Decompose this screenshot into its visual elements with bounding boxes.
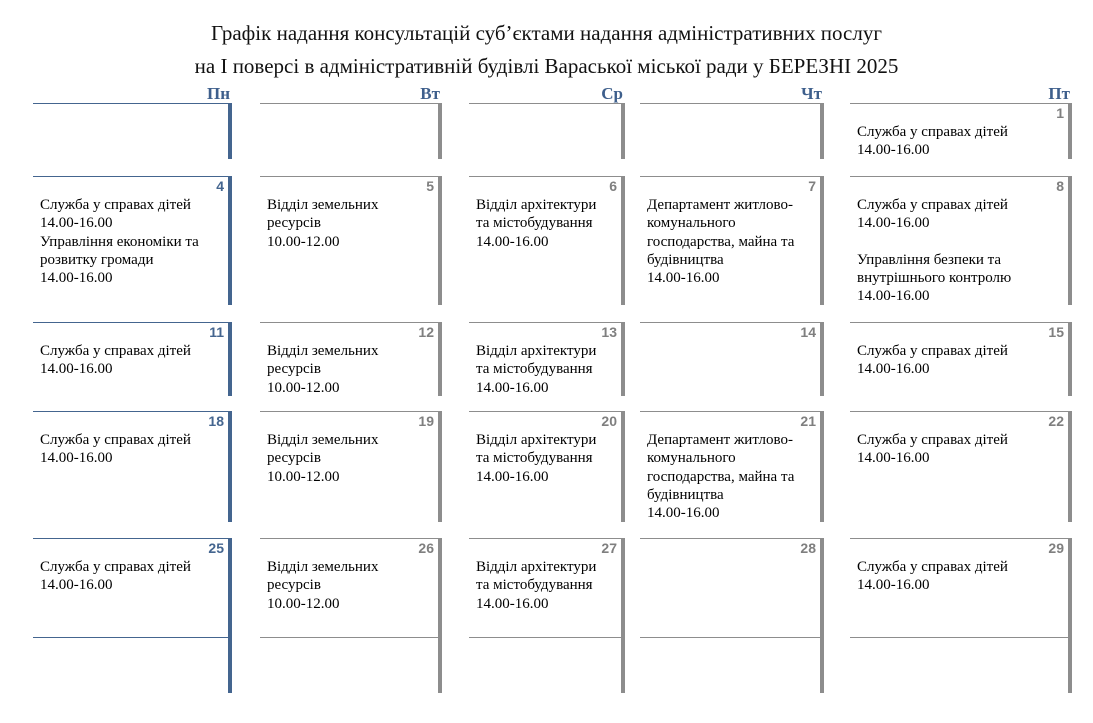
consultation-line: 10.00-12.00: [267, 233, 340, 250]
consultation-text: [476, 196, 615, 251]
calendar-cell: [33, 411, 232, 522]
consultation-line: 14.00-16.00: [476, 379, 549, 396]
consultation-text: [476, 558, 615, 613]
day-number: 7: [808, 178, 816, 194]
consultation-line: 14.00-16.00: [647, 270, 720, 287]
day-number: 8: [1056, 178, 1064, 194]
consultation-line: господарства, майна та: [647, 233, 795, 250]
day-header-wed: Ср: [601, 84, 623, 103]
calendar-cell: [469, 322, 625, 396]
row-divider: [469, 637, 621, 638]
consultation-line: Управління безпеки та: [857, 251, 1002, 268]
calendar-cell: [33, 538, 232, 693]
consultation-line: Служба у справах дітей: [857, 559, 1008, 575]
calendar-cell: [640, 103, 824, 159]
day-number: 13: [601, 324, 617, 340]
consultation-line: комунального: [647, 215, 736, 232]
day-header-mon: Пн: [206, 84, 230, 103]
day-header-thu: Чт: [801, 84, 822, 103]
consultation-text: [857, 196, 1062, 305]
row-divider: [850, 637, 1068, 638]
day-number: 4: [216, 178, 224, 194]
consultation-line: ресурсів: [267, 215, 321, 232]
consultation-text: [647, 196, 814, 287]
calendar-cell: [640, 411, 824, 522]
consultation-text: [647, 431, 814, 522]
consultation-line: 14.00-16.00: [476, 468, 549, 485]
day-number: 27: [601, 540, 617, 556]
calendar-cell: [469, 176, 625, 305]
consultation-line: Управління економіки та: [40, 233, 199, 250]
consultation-line: комунального: [647, 450, 736, 467]
calendar-cell: [33, 103, 232, 159]
row-divider: [260, 637, 438, 638]
consultation-line: Відділ архітектури: [476, 559, 597, 575]
consultation-text: [476, 342, 615, 397]
consultation-line: 14.00-16.00: [857, 577, 930, 594]
calendar-cell: [260, 538, 442, 693]
blank-line: [857, 233, 1062, 251]
consultation-line: Служба у справах дітей: [857, 124, 1008, 140]
consultation-line: Відділ земельних: [267, 432, 379, 448]
consultation-line: 14.00-16.00: [857, 142, 930, 159]
consultation-line: Відділ земельних: [267, 343, 379, 359]
day-number: 22: [1048, 413, 1064, 429]
day-number: 1: [1056, 105, 1064, 121]
consultation-text: [267, 196, 432, 251]
consultation-line: Відділ земельних: [267, 197, 379, 213]
consultation-line: Відділ архітектури: [476, 343, 597, 359]
calendar-cell: [850, 411, 1072, 522]
calendar-cell: [469, 103, 625, 159]
calendar-cell: [850, 103, 1072, 159]
consultation-text: [40, 342, 222, 379]
consultation-line: 14.00-16.00: [40, 361, 113, 378]
consultation-line: Служба у справах дітей: [40, 197, 191, 213]
day-number: 21: [800, 413, 816, 429]
day-number: 20: [601, 413, 617, 429]
calendar-cell: [850, 322, 1072, 396]
consultation-text: [857, 342, 1062, 379]
calendar-cell: [850, 538, 1072, 693]
consultation-line: ресурсів: [267, 577, 321, 594]
day-number: 25: [208, 540, 224, 556]
calendar-cell: [640, 538, 824, 693]
consultation-line: 14.00-16.00: [857, 361, 930, 378]
row-divider: [640, 637, 820, 638]
consultation-line: ресурсів: [267, 450, 321, 467]
consultation-line: Служба у справах дітей: [857, 432, 1008, 448]
consultation-text: [40, 558, 222, 595]
consultation-text: [857, 123, 1062, 160]
consultation-line: 14.00-16.00: [40, 450, 113, 467]
consultation-line: Служба у справах дітей: [40, 432, 191, 448]
consultation-line: внутрішнього контролю: [857, 269, 1012, 286]
day-number: 26: [418, 540, 434, 556]
day-number: 15: [1048, 324, 1064, 340]
calendar-cell: [640, 322, 824, 396]
day-number: 29: [1048, 540, 1064, 556]
consultation-line: 14.00-16.00: [857, 215, 930, 232]
consultation-line: 10.00-12.00: [267, 379, 340, 396]
consultation-line: 14.00-16.00: [476, 595, 549, 612]
consultation-line: 14.00-16.00: [647, 505, 720, 522]
consultation-line: 10.00-12.00: [267, 595, 340, 612]
consultation-line: Департамент житлово-: [647, 432, 793, 448]
day-number: 12: [418, 324, 434, 340]
page-title-line-1: Графік надання консультацій суб’єктами надання адміністративних послуг: [211, 21, 882, 45]
consultation-line: та містобудування: [476, 577, 593, 594]
calendar-cell: [260, 103, 442, 159]
consultation-text: [857, 558, 1062, 595]
consultation-line: 10.00-12.00: [267, 468, 340, 485]
day-header-fri: Пт: [1048, 84, 1070, 103]
day-number: 19: [418, 413, 434, 429]
calendar-cell: [260, 411, 442, 522]
consultation-line: 14.00-16.00: [476, 233, 549, 250]
day-number: 14: [800, 324, 816, 340]
consultation-text: [476, 431, 615, 486]
page-title-line-2: на І поверсі в адміністративній будівлі Вараської міської ради у БЕРЕЗНІ 2025: [194, 54, 899, 78]
calendar-cell: [640, 176, 824, 305]
consultation-text: [267, 558, 432, 613]
row-divider: [33, 637, 228, 638]
consultation-line: ресурсів: [267, 361, 321, 378]
day-number: 18: [208, 413, 224, 429]
consultation-line: 14.00-16.00: [40, 270, 113, 287]
consultation-line: та містобудування: [476, 450, 593, 467]
consultation-line: Служба у справах дітей: [857, 197, 1008, 213]
consultation-line: будівництва: [647, 251, 724, 268]
day-number: 28: [800, 540, 816, 556]
consultation-text: [857, 431, 1062, 468]
day-number: 5: [426, 178, 434, 194]
consultation-text: [267, 342, 432, 397]
calendar-cell: [260, 322, 442, 396]
consultation-line: Відділ архітектури: [476, 432, 597, 448]
calendar-cell: [33, 322, 232, 396]
day-number: 6: [609, 178, 617, 194]
consultation-line: 14.00-16.00: [857, 288, 930, 305]
consultation-text: [40, 431, 222, 468]
consultation-line: та містобудування: [476, 361, 593, 378]
consultation-line: будівництва: [647, 486, 724, 503]
calendar-cell: [260, 176, 442, 305]
calendar-cell: [850, 176, 1072, 305]
consultation-line: господарства, майна та: [647, 468, 795, 485]
calendar-cell: [469, 411, 625, 522]
calendar-cell: [469, 538, 625, 693]
consultation-line: розвитку громади: [40, 251, 154, 268]
day-header-tue: Вт: [420, 84, 440, 103]
consultation-line: Служба у справах дітей: [40, 559, 191, 575]
consultation-text: [40, 196, 222, 287]
consultation-line: Департамент житлово-: [647, 197, 793, 213]
consultation-line: 14.00-16.00: [40, 577, 113, 594]
consultation-text: [267, 431, 432, 486]
consultation-line: та містобудування: [476, 215, 593, 232]
calendar-cell: [33, 176, 232, 305]
consultation-line: Відділ архітектури: [476, 197, 597, 213]
consultation-line: Служба у справах дітей: [40, 343, 191, 359]
consultation-line: 14.00-16.00: [857, 450, 930, 467]
consultation-line: Відділ земельних: [267, 559, 379, 575]
consultation-line: 14.00-16.00: [40, 215, 113, 232]
consultation-line: Служба у справах дітей: [857, 343, 1008, 359]
day-number: 11: [209, 324, 224, 340]
